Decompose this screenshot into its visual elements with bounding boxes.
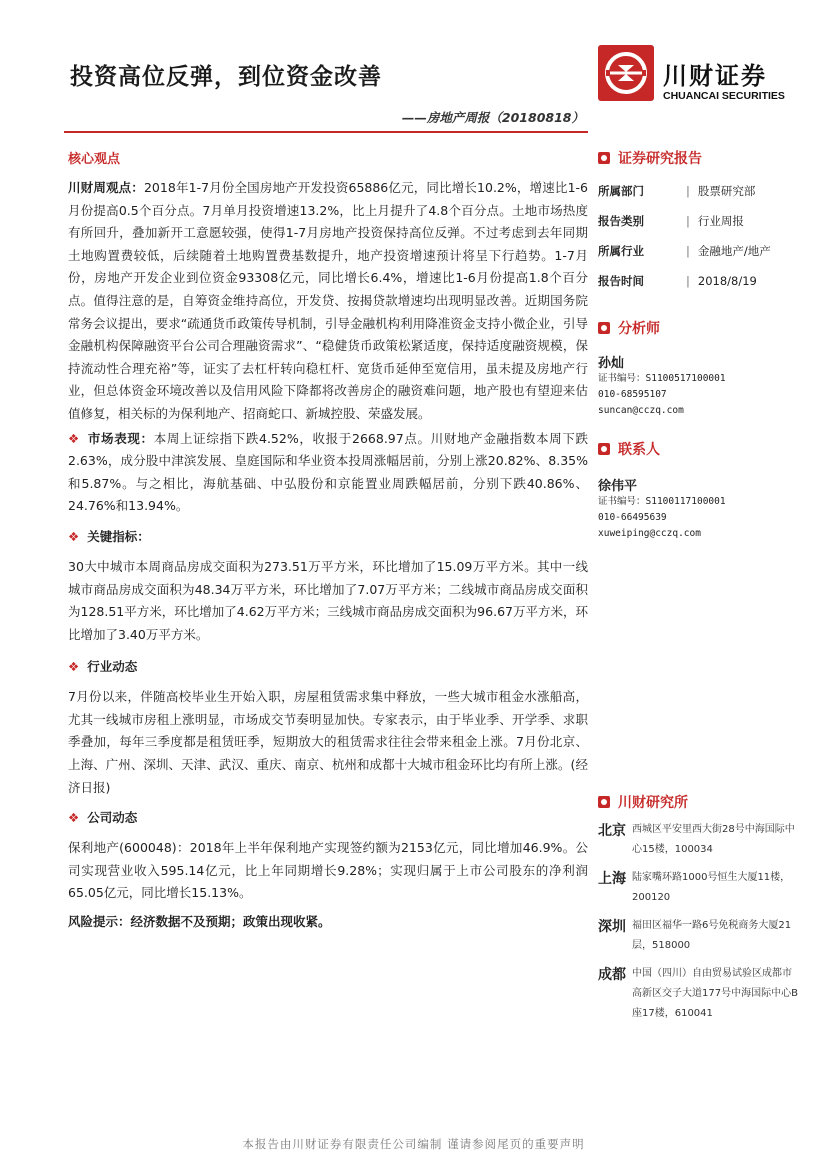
- analyst-head: [598, 318, 798, 338]
- risk-warning: 风险提示：经济数据不及预期；政策出现收紧。: [68, 914, 331, 930]
- company-title: 公司动态: [87, 810, 138, 826]
- weekly-view-lead: 川财周观点：: [68, 180, 144, 195]
- office-address: 陆家嘴环路1000号恒生大厦11楼，200120: [632, 872, 791, 903]
- contact-email[interactable]: xuweiping@cczq.com: [598, 528, 701, 539]
- section-marker-icon: [598, 152, 610, 164]
- diamond-bullet-icon: ❖: [68, 430, 80, 446]
- market-text: 本周上证综指下跌4.52%，收报于2668.97点。川财地产金融指数本周下跌2.63%，成分股中津滨发展、皇庭国际和华业资本投周涨幅居前，分别上涨20.82%、8.35%和5.87%。与之相比，海航基础、中弘股份和京能置业周跌幅居前，分别下跌40.86%、24.76%和13.94%。: [68, 430, 588, 514]
- info-row: 所属部门 | 股票研究部: [598, 184, 756, 198]
- header-divider: [64, 131, 588, 133]
- office-city: 上海: [598, 871, 626, 887]
- institute-head: [598, 792, 798, 812]
- office-address: 中国（四川）自由贸易试验区成都市高新区交子大道177号中海国际中心B座17楼，610041: [632, 968, 798, 1019]
- office-item: [598, 916, 798, 956]
- analyst-name: 孙灿: [598, 356, 625, 371]
- contact-head: [598, 439, 798, 459]
- market-paragraph: [68, 428, 588, 518]
- office-address: 西城区平安里西大街28号中海国际中心15楼，100034: [632, 824, 795, 855]
- office-item: [598, 868, 798, 908]
- industry-title: 行业动态: [87, 659, 138, 675]
- indicator-text: 30大中城市本周商品房成交面积为273.51万平方米，环比增加了15.09万平方米。其中一线城市商品房成交面积为48.34万平方米，环比增加了7.07万平方米；二线城市商品房成交面积为128.51平方米，环比增加了4.62万平方米；三线城市商品房成交面积为96.67万平方米，环比增加了3.40万平方米。: [68, 558, 588, 642]
- contact-cert: 证书编号：S1100117100001: [598, 496, 726, 507]
- industry-heading: [68, 656, 588, 678]
- info-value: 2018/8/19: [697, 274, 757, 288]
- office-city: 成都: [598, 967, 626, 983]
- indicator-title: 关键指标：: [87, 528, 150, 544]
- report-head-label: 证券研究报告: [618, 151, 702, 167]
- info-label: 报告时间: [598, 274, 644, 288]
- diamond-bullet-icon: ❖: [68, 810, 80, 826]
- info-value: 金融地产/地产: [697, 244, 771, 258]
- main-content: [68, 148, 588, 934]
- analyst-cert: 证书编号：S1100517100001: [598, 373, 726, 384]
- info-label: 报告类别: [598, 214, 644, 228]
- info-label: 所属部门: [598, 184, 644, 198]
- office-list: [598, 820, 798, 1024]
- contact-name: 徐伟平: [598, 479, 638, 494]
- info-row: 报告类别 | 行业周报: [598, 214, 744, 228]
- diamond-bullet-icon: ❖: [68, 659, 80, 675]
- section-marker-icon: [598, 443, 610, 455]
- chuancai-logo-icon: [598, 45, 654, 101]
- logo-text-en: CHUANCAI SECURITIES: [663, 90, 785, 102]
- info-value: 行业周报: [697, 214, 744, 228]
- company-heading: [68, 807, 588, 829]
- industry-text: 7月份以来，伴随高校毕业生开始入职，房屋租赁需求集中释放，一些大城市租金水涨船高，尤其一线城市房租上涨明显，市场成交节奏明显加快。专家表示，由于毕业季、开学季、求职季叠加，每年三季度都是租赁旺季，短期放大的租赁需求往往会带来租金上涨。7月份北京、上海、广州、深圳、天津、武汉、重庆、南京、杭州和成都十大城市租金环比均有所上涨。(经济日报): [68, 689, 588, 795]
- office-item: [598, 964, 798, 1024]
- company-text: 保利地产(600048)：2018年上半年保利地产实现签约额为2153亿元，同比增加46.9%。公司实现营业收入595.14亿元，比上年同期增长9.28%；实现归属于上市公司股东的净利润65.05亿元，同比增长15.13%。: [68, 840, 588, 901]
- info-value: 股票研究部: [697, 184, 756, 198]
- info-row: 报告时间 | 2018/8/19: [598, 274, 757, 288]
- contact-phone: 010-66495639: [598, 512, 667, 523]
- analyst-email[interactable]: suncan@cczq.com: [598, 405, 684, 416]
- contact-head-label: 联系人: [618, 442, 660, 458]
- section-marker-icon: [598, 796, 610, 808]
- office-city: 深圳: [598, 919, 626, 935]
- analyst-phone: 010-68595107: [598, 389, 667, 400]
- office-item: [598, 820, 798, 860]
- market-lead: 市场表现：: [87, 430, 154, 446]
- report-info: [598, 176, 798, 296]
- report-subtitle: ——房地产周报（20180818）: [401, 110, 584, 125]
- info-row: 所属行业 | 金融地产/地产: [598, 244, 771, 258]
- sidebar: [598, 148, 798, 1032]
- institute-head-label: 川财研究所: [618, 795, 688, 811]
- report-head: [598, 148, 798, 168]
- diamond-bullet-icon: ❖: [68, 528, 80, 544]
- weekly-view-paragraph: [68, 177, 588, 426]
- report-title: 投资高位反弹，到位资金改善: [70, 63, 382, 90]
- page-footer: 本报告由川财证券有限责任公司编制 谨请参阅尾页的重要声明: [242, 1137, 585, 1151]
- logo-text-cn: 川财证券: [663, 62, 767, 90]
- core-view-title: 核心观点: [68, 152, 121, 167]
- office-city: 北京: [598, 823, 626, 839]
- analyst-head-label: 分析师: [618, 321, 660, 337]
- indicator-heading: [68, 526, 588, 548]
- info-label: 所属行业: [598, 244, 644, 258]
- office-address: 福田区福华一路6号免税商务大厦21层，518000: [632, 920, 792, 951]
- section-marker-icon: [598, 322, 610, 334]
- weekly-view-text: 2018年1-7月份全国房地产开发投资65886亿元，同比增长10.2%，增速比1-6月份提高0.5个百分点。7月单月投资增速13.2%，比上月提升了4.8个百分点。土地市场热度有所回升，叠加新开工意愿较强，使得1-7月房地产投资保持高位反弹。不过考虑到去年同期土地购置费较低，后续随着土地购置费基数提升，地产投资增速预计将呈下行趋势。1-7月份，房地产开发企业到位资金93308亿元，同比增长6.4%，增速比1-6月份提高1.8个百分点。值得注意的是，自筹资金维持高位，开发贷、按揭贷款增速均出现明显改善。近期国务院常务会议提出，要求“疏通货币政策传导机制，引导金融机构利用降准资金支持小微企业，引导金融机构保障融资平台公司合理融资需求”、“稳健货币政策松紧适度，保持适度融资规模，保持流动性合理充裕”等，证实了去杠杆转向稳杠杆、宽货币延伸至宽信用，虽未提及房地产行业，但总体资金环境改善以及信用风险下降都将改善房企的融资难问题，地产股也有望迎来估值修复，相关标的为保利地产、招商蛇口、新城控股、荣盛发展。: [68, 180, 588, 421]
